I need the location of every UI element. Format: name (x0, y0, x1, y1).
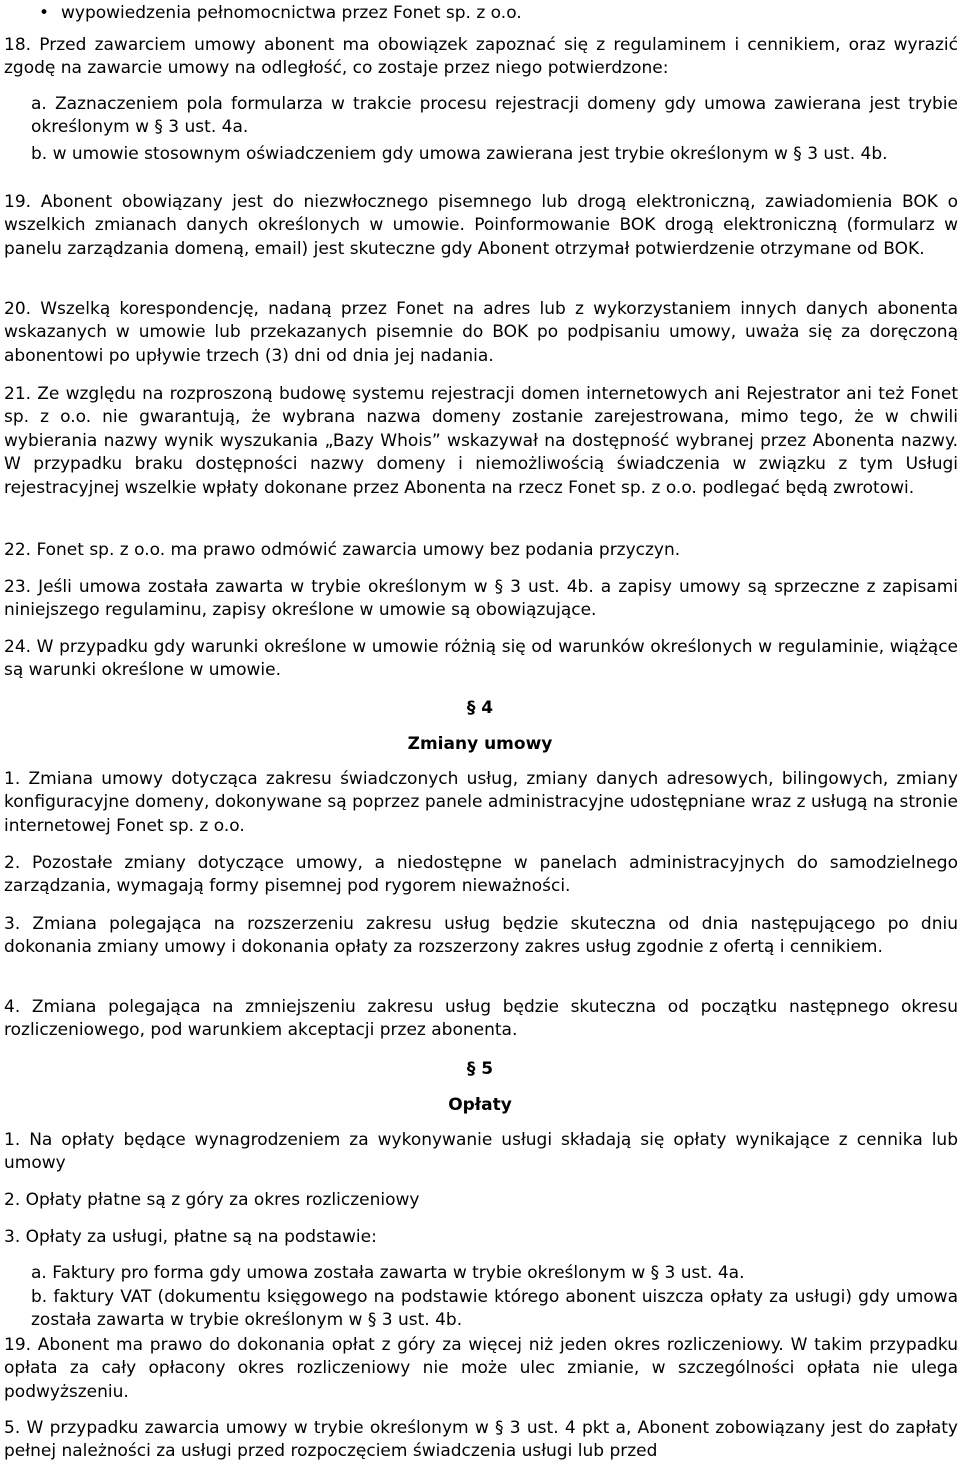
section-5-title: Opłaty (448, 1095, 512, 1115)
section-5-paragraph-3a: a. Faktury pro forma gdy umowa została zawarta w trybie określonym w § 3 ust. 4a. (31, 1263, 745, 1283)
bullet-text: wypowiedzenia pełnomocnictwa przez Fonet sp. z o.o. (61, 3, 522, 23)
section-5-paragraph-3: 3. Opłaty za usługi, płatne są na podstawie: (4, 1227, 377, 1247)
paragraph-24: 24. W przypadku gdy warunki określone w umowie różnią się od warunków określonych w regulaminie, wiążące są warunki określone w umowie. (4, 637, 958, 681)
section-4-paragraph-2: 2. Pozostałe zmiany dotyczące umowy, a niedostępne w panelach administracyjnych do samodzielnego zarządzania, wymagają formy pisemnej pod rygorem nieważności. (4, 853, 958, 897)
bullet-item (39, 2, 958, 25)
section-5-paragraph-2: 2. Opłaty płatne są z góry za okres rozliczeniowy (4, 1190, 420, 1210)
section-5-paragraph-3b: b. faktury VAT (dokumentu księgowego na podstawie którego abonent uiszcza opłaty za usługi) gdy umowa została zawarta w trybie określonym w § 3 ust. 4b. (31, 1287, 958, 1331)
section-5-paragraph-19: 19. Abonent ma prawo do dokonania opłat z góry za więcej niż jeden okres rozliczeniowy. W takim przypadku opłata za cały opłacony okres rozliczeniowy nie może ulec zmianie, w szczególności opłata nie ulega podwyższeniu. (4, 1335, 958, 1402)
paragraph-23: 23. Jeśli umowa została zawarta w trybie określonym w § 3 ust. 4b. a zapisy umowy są sprzeczne z zapisami niniejszego regulaminu, zapisy określone w umowie są obowiązujące. (4, 577, 958, 621)
section-4-number: § 4 (466, 698, 494, 718)
section-5-paragraph-5: 5. W przypadku zawarcia umowy w trybie określonym w § 3 ust. 4 pkt a, Abonent zobowiązany jest do zapłaty pełnej należności za usługi przed rozpoczęciem świadczenia usługi lub przed (4, 1418, 958, 1462)
section-4-title: Zmiany umowy (407, 734, 553, 754)
paragraph-18a: a. Zaznaczeniem pola formularza w trakcie procesu rejestracji domeny gdy umowa zawierana jest trybie określonym w § 3 ust. 4a. (31, 94, 958, 138)
paragraph-22: 22. Fonet sp. z o.o. ma prawo odmówić zawarcia umowy bez podania przyczyn. (4, 540, 681, 560)
paragraph-19: 19. Abonent obowiązany jest do niezwłocznego pisemnego lub drogą elektroniczną, zawiadomienia BOK o wszelkich zmianach danych określonych w umowie. Poinformowanie BOK drogą elektroniczną (formularz w panelu zarządzania domeną, email) jest skuteczne gdy Abonent otrzymał potwierdzenie otrzymane od BOK. (4, 192, 958, 259)
section-5-number: § 5 (466, 1059, 494, 1079)
paragraph-21: 21. Ze względu na rozproszoną budowę systemu rejestracji domen internetowych ani Rejestrator ani też Fonet sp. z o.o. nie gwarantują, że wybrana nazwa domeny zostanie zarejestrowana, mimo tego, że w chwili wybierania nazwy wynik wyszukania „Bazy Whois” wskazywał na dostępność wybranej przez Abonenta nazwy. W przypadku braku dostępności nazwy domeny i niemożliwością świadczenia w związku z tym Usługi rejestracyjnej wszelkie wpłaty dokonane przez Abonenta na rzecz Fonet sp. z o.o. podlegać będą zwrotowi. (4, 384, 958, 498)
paragraph-18: 18. Przed zawarciem umowy abonent ma obowiązek zapoznać się z regulaminem i cennikiem, oraz wyrazić zgodę na zawarcie umowy na odległość, co zostaje przez niego potwierdzone: (4, 35, 958, 79)
bullet-icon: • (39, 3, 50, 23)
section-4-paragraph-4: 4. Zmiana polegająca na zmniejszeniu zakresu usług będzie skuteczna od początku następnego okresu rozliczeniowego, pod warunkiem akceptacji przez abonenta. (4, 997, 958, 1041)
section-5-paragraph-1: 1. Na opłaty będące wynagrodzeniem za wykonywanie usługi składają się opłaty wynikające z cennika lub umowy (4, 1130, 958, 1174)
paragraph-20: 20. Wszelką korespondencję, nadaną przez Fonet na adres lub z wykorzystaniem innych danych abonenta wskazanych w umowie lub przekazanych pisemnie do BOK po podpisaniu umowy, uważa się za doręczoną abonentowi po upływie trzech (3) dni od dnia jej nadania. (4, 299, 958, 366)
paragraph-18b: b. w umowie stosownym oświadczeniem gdy umowa zawierana jest trybie określonym w § 3 ust. 4b. (31, 144, 888, 164)
section-4-paragraph-1: 1. Zmiana umowy dotycząca zakresu świadczonych usług, zmiany danych adresowych, bilingowych, zmiany konfiguracyjne domeny, dokonywane są poprzez panele administracyjne udostępniane wraz z usługą na stronie internetowej Fonet sp. z o.o. (4, 769, 958, 836)
section-4-paragraph-3: 3. Zmiana polegająca na rozszerzeniu zakresu usług będzie skuteczna od dnia następującego po dniu dokonania zmiany umowy i dokonania opłaty za rozszerzony zakres usług zgodnie z ofertą i cennikiem. (4, 914, 958, 958)
